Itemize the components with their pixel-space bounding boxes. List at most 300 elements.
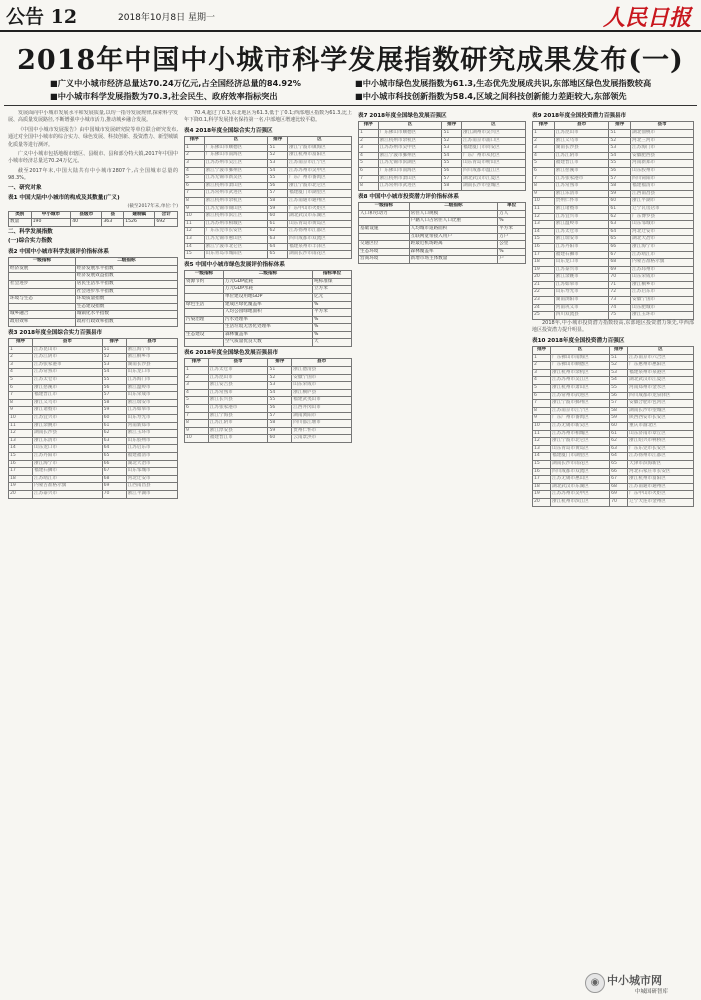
table-cell: 内蒙古准格尔旗 [33, 483, 102, 491]
table-cell: 1 [359, 130, 379, 138]
table-cell: 67 [102, 468, 126, 476]
table-cell: 山东胶州市 [126, 437, 177, 445]
table-cell: 江苏泰兴市 [554, 266, 609, 274]
table-cell: 江苏靖江市 [33, 475, 102, 483]
table-cell: 人均公园绿地面积 [223, 309, 312, 317]
table-cell: 14 [9, 445, 33, 453]
table-row [533, 145, 694, 153]
table-cell: 江苏江阴市 [208, 420, 268, 428]
table-cell: 城乡融合 [9, 311, 76, 319]
table-cell: 浙江海宁市 [631, 243, 694, 251]
table-cell: % [313, 316, 352, 324]
table-cell: 浙江杭州市余杭区 [204, 197, 268, 205]
table-cell: 浙江余姚市 [554, 274, 609, 282]
table-cell: 江苏常州市武进区 [204, 190, 268, 198]
masthead [0, 0, 701, 32]
table-row [533, 243, 694, 251]
table-cell: 福建厦门市同安区 [462, 145, 526, 153]
table-cell: 湖南长沙市望城区 [462, 183, 526, 191]
table-cell: 江苏宜兴市 [554, 213, 609, 221]
table-row [185, 152, 352, 160]
page-title: 2018年中国中小城市科学发展指数研究成果发布(一) [17, 45, 684, 76]
table-cell: 19 [533, 266, 555, 274]
table-cell: 江苏无锡市新吴区 [551, 423, 610, 431]
table-row [9, 475, 178, 483]
table-cell: 13 [533, 221, 555, 229]
table-cell: 51 [268, 367, 292, 375]
table-cell: 17 [9, 468, 33, 476]
table-header-cell: 排序 [609, 122, 631, 130]
table-cell: 9 [533, 415, 551, 423]
table-cell: 湖北武汉市东湖区 [551, 483, 610, 491]
table-cell: 湖北武汉市江夏区 [628, 377, 694, 385]
table-cell: 10 [533, 423, 551, 431]
table-cell: 浙江乐清市 [33, 437, 102, 445]
table-cell: 22 [533, 289, 555, 297]
table-cell: 56 [102, 384, 126, 392]
table-cell: 安徽肥西县 [631, 152, 694, 160]
table-row [533, 213, 694, 221]
table-row [9, 319, 178, 327]
table-cell: 52 [610, 362, 628, 370]
table-cell: 68 [609, 259, 631, 267]
table-cell: 190 [31, 219, 71, 227]
table-cell: 江苏扬州市江都区 [288, 228, 352, 236]
table-cell: 资源节约 [185, 278, 224, 286]
table-cell: 福建石狮市 [554, 251, 609, 259]
table-cell [185, 293, 224, 301]
table-cell: 63 [102, 437, 126, 445]
table-cell: 浙江慈溪市 [33, 384, 102, 392]
table-cell: 3 [9, 361, 33, 369]
table-cell: 江西南昌县 [631, 190, 694, 198]
table-row [533, 281, 694, 289]
table-header-row [9, 258, 178, 266]
table-cell: 建成区绿化覆盖率 [223, 301, 312, 309]
table-row [533, 304, 694, 312]
table-cell: 贵州仁怀市 [554, 198, 609, 206]
table-header-cell: 排序 [185, 137, 205, 145]
table-cell: 浙江杭州市萧山区 [378, 175, 442, 183]
table-cell: 12 [533, 438, 551, 446]
wechat-watermark [585, 970, 695, 996]
table-cell: 52 [609, 137, 631, 145]
table-header-cell: 排序 [268, 137, 288, 145]
table-cell: 8 [9, 399, 33, 407]
issue-date: 2018年10月8日 星期一 [118, 13, 215, 23]
table-cell: 江苏昆山市 [33, 346, 102, 354]
table-row [533, 274, 694, 282]
table-cell: 四川简阳市 [631, 175, 694, 183]
table-cell: 58 [610, 407, 628, 415]
table-row [533, 354, 694, 362]
table-cell: 60 [609, 198, 631, 206]
table-cell: 64 [609, 228, 631, 236]
table-header-cell: 一级指标 [185, 271, 224, 279]
table-cell: 54 [610, 377, 628, 385]
table-cell: 67 [610, 476, 628, 484]
table-row [185, 367, 352, 375]
table-cell: 浙江诸暨市 [554, 205, 609, 213]
table-cell: 江苏无锡市新吴区 [204, 175, 268, 183]
table-cell: 61 [102, 422, 126, 430]
table-cell: 河北三河市 [631, 137, 694, 145]
table-cell: 60 [102, 414, 126, 422]
table-header-cell: 排序 [268, 359, 292, 367]
table-cell: 湖北武汉市东湖区 [288, 213, 352, 221]
table-cell: 江苏太仓市 [208, 367, 268, 375]
table-header-cell: 中小城市 [31, 211, 71, 219]
table-cell: 江苏江阴市 [33, 354, 102, 362]
table-header-cell: 排序 [610, 347, 628, 355]
table-cell: 户 [498, 256, 526, 264]
column-1 [8, 110, 178, 990]
table-cell: 广东佛山市顺德区 [204, 144, 268, 152]
table-row [185, 190, 352, 198]
table-cell: 江苏昆山市 [208, 374, 268, 382]
table-cell: 浙江诸暨市 [33, 407, 102, 415]
table-cell: 江苏靖江市 [631, 251, 694, 259]
table-row [533, 160, 694, 168]
table-cell: 2 [9, 354, 33, 362]
table-row [9, 460, 178, 468]
table-cell: 数量 [9, 219, 32, 227]
wechat-icon: ◉ [585, 973, 605, 993]
table-cell: 江苏苏州市相城区 [204, 220, 268, 228]
table-cell: 57 [442, 175, 462, 183]
table-row [185, 324, 352, 332]
table-row [9, 281, 178, 289]
table-row [359, 256, 526, 264]
table-2 [8, 257, 178, 326]
table-row [9, 354, 178, 362]
table-cell: 重庆市渝北区 [628, 423, 694, 431]
table-row [533, 483, 694, 491]
table-cell: 人口和劳动力 [359, 210, 410, 218]
subhead-2: ■中小城市科学发展指数为70.3,社会民生、政府效率指标突出 [50, 91, 278, 101]
table-row [9, 422, 178, 430]
table-row [359, 167, 526, 175]
table-cell: 59 [102, 407, 126, 415]
table-cell: 浙江杭州市滨江区 [204, 213, 268, 221]
table-cell: 河北迁安市 [631, 228, 694, 236]
table-cell [359, 218, 410, 226]
table-cell: 山东胶州市 [631, 167, 694, 175]
table-cell: 江苏昆山市 [554, 130, 609, 138]
table-title: 表8 中国中小城市投资潜力评价指标体系 [358, 193, 459, 200]
table-cell: 8 [533, 407, 551, 415]
table-cell: 51 [609, 130, 631, 138]
table-cell: 20 [533, 274, 555, 282]
table-cell: 交通区位 [359, 241, 410, 249]
table-cell: 51 [610, 354, 628, 362]
table-cell: 互联网宽带接入用户 [409, 233, 498, 241]
table-cell: 四川双流县 [554, 312, 609, 320]
table-cell: % [313, 301, 352, 309]
table-cell: 浙江玉环市 [631, 312, 694, 320]
table-cell: 66 [609, 243, 631, 251]
table-row [9, 452, 178, 460]
table-cell: 安徽合肥市包河区 [628, 400, 694, 408]
table-cell: 城镇化水平指数 [75, 311, 177, 319]
table-cell [9, 303, 76, 311]
table-header-cell: 排序 [359, 122, 379, 130]
table-row [9, 361, 178, 369]
table-cell: 污染治理 [185, 316, 224, 324]
table-cell: 山东肥城市 [631, 304, 694, 312]
table-row [185, 235, 352, 243]
table-title: 表7 2018年度全国绿色发展百强区 [358, 113, 447, 119]
table-cell: 河南新郑市 [631, 160, 694, 168]
table-cell: 生态建设指数 [75, 303, 177, 311]
table-header-row [185, 271, 352, 279]
table-cell: 14 [185, 243, 205, 251]
table-row [533, 460, 694, 468]
table-cell: 浙江杭州市余杭区 [551, 369, 610, 377]
table-cell: 浙江海宁市 [33, 460, 102, 468]
table-cell: 16 [9, 460, 33, 468]
table-cell: 54 [442, 152, 462, 160]
table-row [359, 183, 526, 191]
table-cell: 4 [533, 377, 551, 385]
table-cell: 经济发展水平指数 [75, 265, 177, 273]
table-cell: 广东佛山市南海区 [204, 152, 268, 160]
table-cell: 湖南长沙市雨花区 [288, 251, 352, 259]
table-cell: 生态建设 [185, 331, 224, 339]
table-cell: 江苏常州市武进区 [378, 183, 442, 191]
table-row [533, 297, 694, 305]
table-cell: 9 [185, 205, 205, 213]
table-cell: 53 [268, 160, 288, 168]
table-cell: 福建福清市 [126, 452, 177, 460]
table-cell: 浙江宁波市鄞州区 [204, 167, 268, 175]
table-cell: 浙江长兴县 [208, 397, 268, 405]
table-cell: 64 [102, 445, 126, 453]
table-cell: 2 [533, 137, 555, 145]
table-cell: 山东济南市章丘区 [628, 430, 694, 438]
table-row [185, 412, 352, 420]
column-2 [184, 110, 352, 990]
table-row [185, 339, 352, 347]
table-cell: % [498, 248, 526, 256]
table-cell: 2 [533, 362, 551, 370]
table-row [9, 399, 178, 407]
table-row [533, 369, 694, 377]
table-cell: 江苏如皋市 [126, 407, 177, 415]
table-header-row [9, 339, 178, 347]
table-row [9, 483, 178, 491]
table-cell: 江苏南通市通州区 [288, 197, 352, 205]
table-cell: 54 [609, 152, 631, 160]
table-cell: 3 [533, 145, 555, 153]
table-cell: 57 [268, 190, 288, 198]
table-cell: 74 [609, 304, 631, 312]
table-cell: 江苏南京市浦口区 [462, 137, 526, 145]
table-row [533, 445, 694, 453]
table-cell: 15 [185, 251, 205, 259]
watermark-sub: 中城国研智库 [635, 989, 669, 995]
table-cell: 9 [185, 427, 209, 435]
table-cell [185, 309, 224, 317]
table-row [359, 175, 526, 183]
table-cell: 贵州仁怀市 [292, 427, 352, 435]
table-cell: 5 [533, 385, 551, 393]
table-cell: 17 [533, 476, 551, 484]
table-cell: 59 [268, 427, 292, 435]
table-cell: 辽宁大连市金州区 [628, 498, 694, 506]
table-cell: 山东荣成市 [126, 392, 177, 400]
table-cell: 62 [102, 430, 126, 438]
table-cell: 57 [610, 400, 628, 408]
table-cell: 6 [9, 384, 33, 392]
table-row [9, 445, 178, 453]
table-cell: 14 [533, 453, 551, 461]
table-cell: 1 [9, 346, 33, 354]
table-cell: 66 [102, 460, 126, 468]
table-cell: 58 [268, 197, 288, 205]
table-cell: 20 [533, 498, 551, 506]
table-row [9, 490, 178, 498]
table-cell: 10 [185, 213, 205, 221]
table-cell: 山东邹城市 [126, 468, 177, 476]
table-cell: 万元GDP能耗 [223, 278, 312, 286]
table-cell: 57 [268, 412, 292, 420]
table-cell: 广东中山市火炬区 [628, 491, 694, 499]
table-row [533, 392, 694, 400]
table-cell: 江苏无锡市滨湖区 [378, 160, 442, 168]
table-cell: 湖南浏阳市 [292, 412, 352, 420]
table-cell: 52 [442, 137, 462, 145]
table-row [9, 265, 178, 273]
table-cell: 陕西西安市长安区 [628, 415, 694, 423]
table-cell: 江苏苏州市吴江区 [204, 160, 268, 168]
table-cell: 11 [185, 220, 205, 228]
table-cell: 人均城市道路面积 [409, 225, 498, 233]
table-header-row [359, 203, 526, 211]
table-cell: 湖北武汉市江夏区 [462, 175, 526, 183]
table-row [359, 210, 526, 218]
table-cell: 55 [609, 160, 631, 168]
table-title: 表3 2018年度全国综合实力百强县市 [8, 329, 103, 336]
table-cell: 69 [102, 483, 126, 491]
table-cell: 23 [533, 297, 555, 305]
table-cell: 5 [185, 397, 209, 405]
table-cell: 湖南长沙县 [33, 430, 102, 438]
table-cell: 72 [609, 289, 631, 297]
table-cell: 40 [71, 219, 102, 227]
table-header-cell: 区 [551, 347, 610, 355]
table-cell: 浙江宁波市北仑区 [551, 438, 610, 446]
table-cell: 江苏扬州市江都区 [628, 453, 694, 461]
table-cell: 73 [609, 297, 631, 305]
table-row [359, 248, 526, 256]
table-cell: 19 [533, 491, 551, 499]
table-cell: 51 [442, 130, 462, 138]
table-header-row [185, 359, 352, 367]
table-cell [185, 339, 224, 347]
table-row [185, 435, 352, 443]
table-cell: 浙江温岭市 [554, 221, 609, 229]
table-cell: 53 [609, 145, 631, 153]
table-cell: 4 [359, 152, 379, 160]
table-cell: 6 [533, 392, 551, 400]
table-row [185, 331, 352, 339]
table-cell: 云南景洪市 [292, 435, 352, 443]
table-header-cell: 二级指标 [75, 258, 177, 266]
table-cell: 55 [268, 175, 288, 183]
table-header-cell: 一级指标 [359, 203, 410, 211]
table-8 [358, 202, 526, 264]
table-cell: 江苏南京市六合区 [628, 354, 694, 362]
table-cell: % [498, 218, 526, 226]
table-cell: 61 [610, 430, 628, 438]
table-header-cell: 区 [378, 122, 442, 130]
table-cell: 河南巩义市 [554, 304, 609, 312]
table-cell: 湖南长沙县 [126, 361, 177, 369]
table-cell: 1 [185, 367, 209, 375]
table-cell: 江苏张家港市 [208, 405, 268, 413]
table-header-cell: 县市 [126, 339, 177, 347]
table-row [185, 251, 352, 259]
table-row [533, 453, 694, 461]
table-cell: 15 [533, 236, 555, 244]
table-cell: 福建晋江市 [33, 392, 102, 400]
table-row [533, 430, 694, 438]
table-cell: 65 [102, 452, 126, 460]
table-row [359, 241, 526, 249]
table-cell: 14 [533, 228, 555, 236]
table-header-cell: 县 [102, 211, 124, 219]
table-cell: 浙江平湖市 [631, 198, 694, 206]
table-cell: 浙江义乌市 [554, 137, 609, 145]
table-cell: 浙江桐乡市 [631, 281, 694, 289]
table-row [533, 175, 694, 183]
table-row [185, 397, 352, 405]
table-cell: 3 [185, 160, 205, 168]
table-cell: 环境与生态 [9, 296, 76, 304]
table-cell: 浙江桐庐县 [292, 389, 352, 397]
table-cell: 江苏邳州市 [631, 266, 694, 274]
table-cell [185, 286, 224, 294]
table-cell: 江苏南京市江宁区 [288, 160, 352, 168]
table-cell: 53 [442, 145, 462, 153]
table-cell: 12 [185, 228, 205, 236]
table-row [9, 430, 178, 438]
table-cell: 66 [610, 468, 628, 476]
table-header-cell: 排序 [533, 347, 551, 355]
table-header-cell: 县市 [208, 359, 268, 367]
table-cell: 65 [610, 460, 628, 468]
table-cell: 户籍人口占常住人口比重 [409, 218, 498, 226]
table-cell: 污水处理率 [223, 316, 312, 324]
table-row [533, 415, 694, 423]
table-cell: 5 [359, 160, 379, 168]
table-row [533, 251, 694, 259]
table-row [533, 228, 694, 236]
table-cell: 江苏苏州市吴中区 [378, 145, 442, 153]
table-cell: 浙江湖州市吴兴区 [462, 130, 526, 138]
table-cell: 56 [268, 182, 288, 190]
table-cell: 363 [102, 219, 124, 227]
table-cell: 四川成都市双流区 [551, 468, 610, 476]
table-row [533, 468, 694, 476]
table-cell: 4 [185, 389, 209, 397]
table-cell: 天津市滨海新区 [628, 460, 694, 468]
table-cell: 江苏太仓市 [554, 228, 609, 236]
table-row [9, 303, 178, 311]
table-cell: 绿色生活 [185, 301, 224, 309]
table-cell: 湖南长沙市望城区 [628, 407, 694, 415]
